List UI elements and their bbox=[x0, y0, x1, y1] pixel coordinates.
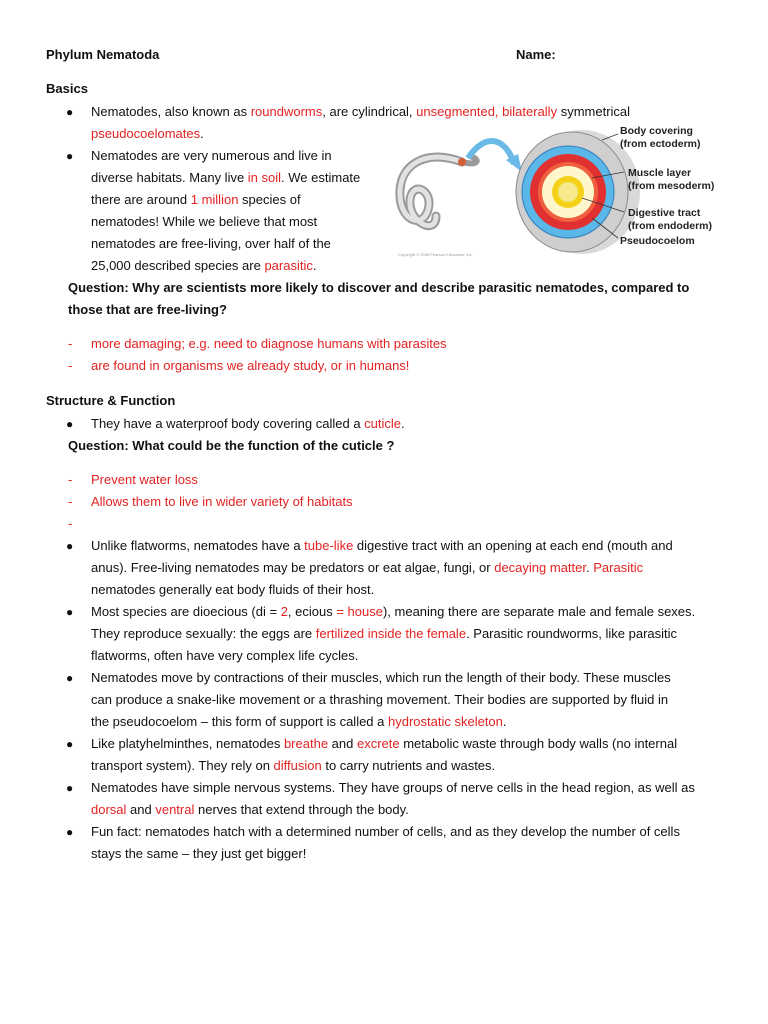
basics-p1-line1: Nematodes, also known as roundworms, are cylindrical, unsegmented, bilaterally symmetrical bbox=[91, 104, 631, 119]
label-muscle-layer: Muscle layer bbox=[628, 167, 692, 179]
worm-illustration bbox=[400, 156, 477, 226]
dash-marker: - bbox=[68, 358, 73, 373]
answer-2-1: Prevent water loss bbox=[91, 472, 198, 487]
bullet-icon: ● bbox=[66, 737, 74, 751]
bullet-icon: ● bbox=[66, 671, 74, 685]
dash-marker: - bbox=[68, 516, 73, 531]
dioecious-line1: Most species are dioecious (di = 2, ecious = house), meaning there are separate male and female sexes. bbox=[91, 604, 696, 619]
bullet-icon: ● bbox=[66, 781, 74, 795]
bullet-icon: ● bbox=[66, 605, 74, 619]
label-digestive-tract: Digestive tract bbox=[628, 207, 701, 219]
label-body-covering: Body covering bbox=[620, 125, 693, 137]
movement-line2: can produce a snake-like movement or a thrashing movement. Their bodies are supported by fluid in bbox=[91, 692, 669, 707]
answer-1-2: are found in organisms we already study, or in humans! bbox=[91, 358, 410, 373]
answer-1-1: more damaging; e.g. need to diagnose humans with parasites bbox=[91, 336, 447, 351]
bullet-icon: ● bbox=[66, 417, 74, 431]
section-basics-heading: Basics bbox=[46, 81, 88, 96]
copyright-text: Copyright © 2008 Pearson Education, Inc. bbox=[398, 252, 473, 257]
basics-p2-line2: diverse habitats. Many live in soil. We estimate bbox=[91, 170, 361, 185]
dash-marker: - bbox=[68, 472, 73, 487]
page-title: Phylum Nematoda bbox=[46, 47, 160, 62]
bullet-icon: ● bbox=[66, 149, 74, 163]
nematode-cross-section-diagram bbox=[392, 120, 732, 260]
question-2: Question: What could be the function of the cuticle ? bbox=[68, 438, 395, 453]
dioecious-line3: flatworms, often have very complex life cycles. bbox=[91, 648, 359, 663]
nervous-line2: dorsal and ventral nerves that extend through the body. bbox=[91, 802, 409, 817]
funfact-line2: stays the same – they just get bigger! bbox=[91, 846, 307, 861]
label-ectoderm: (from ectoderm) bbox=[620, 138, 701, 150]
nervous-line1: Nematodes have simple nervous systems. They have groups of nerve cells in the head region, as well as bbox=[91, 780, 695, 795]
breathe-line2: transport system). They rely on diffusion to carry nutrients and wastes. bbox=[91, 758, 496, 773]
label-mesoderm: (from mesoderm) bbox=[628, 180, 715, 192]
answer-2-2: Allows them to live in wider variety of habitats bbox=[91, 494, 353, 509]
bullet-icon: ● bbox=[66, 105, 74, 119]
basics-p2-line1: Nematodes are very numerous and live in bbox=[91, 148, 332, 163]
label-endoderm: (from endoderm) bbox=[628, 220, 712, 232]
digest-line2: anus). Free-living nematodes may be predators or eat algae, fungi, or decaying matter. Parasitic bbox=[91, 560, 644, 575]
question-1-line2: those that are free-living? bbox=[68, 302, 227, 317]
basics-p2-line3: there are around 1 million species of bbox=[91, 192, 301, 207]
basics-p2-line5: nematodes are free-living, over half of the bbox=[91, 236, 331, 251]
basics-p2-line6: 25,000 described species are parasitic. bbox=[91, 258, 317, 273]
label-pseudocoelom: Pseudocoelom bbox=[620, 235, 695, 247]
dash-marker: - bbox=[68, 336, 73, 351]
section-structure-heading: Structure & Function bbox=[46, 393, 176, 408]
funfact-line1: Fun fact: nematodes hatch with a determined number of cells, and as they develop the number of cells bbox=[91, 824, 680, 839]
name-label: Name: bbox=[516, 47, 556, 62]
movement-line1: Nematodes move by contractions of their muscles, which run the length of their body. These muscles bbox=[91, 670, 671, 685]
cut-point bbox=[458, 158, 466, 166]
breathe-line1: Like platyhelminthes, nematodes breathe and excrete metabolic waste through body walls (no internal bbox=[91, 736, 678, 751]
bullet-icon: ● bbox=[66, 539, 74, 553]
movement-line3: the pseudocoelom – this form of support is called a hydrostatic skeleton. bbox=[91, 714, 507, 729]
basics-p1-line2: pseudocoelomates. bbox=[91, 126, 204, 141]
question-1-line1: Question: Why are scientists more likely to discover and describe parasitic nematodes, compared to bbox=[68, 280, 690, 295]
basics-p2-line4: nematodes! While we believe that most bbox=[91, 214, 318, 229]
bullet-icon: ● bbox=[66, 825, 74, 839]
dash-marker: - bbox=[68, 494, 73, 509]
dioecious-line2: They reproduce sexually: the eggs are fertilized inside the female. Parasitic roundworms, like parasitic bbox=[91, 626, 678, 641]
cuticle-line: They have a waterproof body covering called a cuticle. bbox=[91, 416, 405, 431]
digest-line1: Unlike flatworms, nematodes have a tube-like digestive tract with an opening at each end (mouth and bbox=[91, 538, 673, 553]
digest-line3: nematodes generally eat body fluids of their host. bbox=[91, 582, 375, 597]
